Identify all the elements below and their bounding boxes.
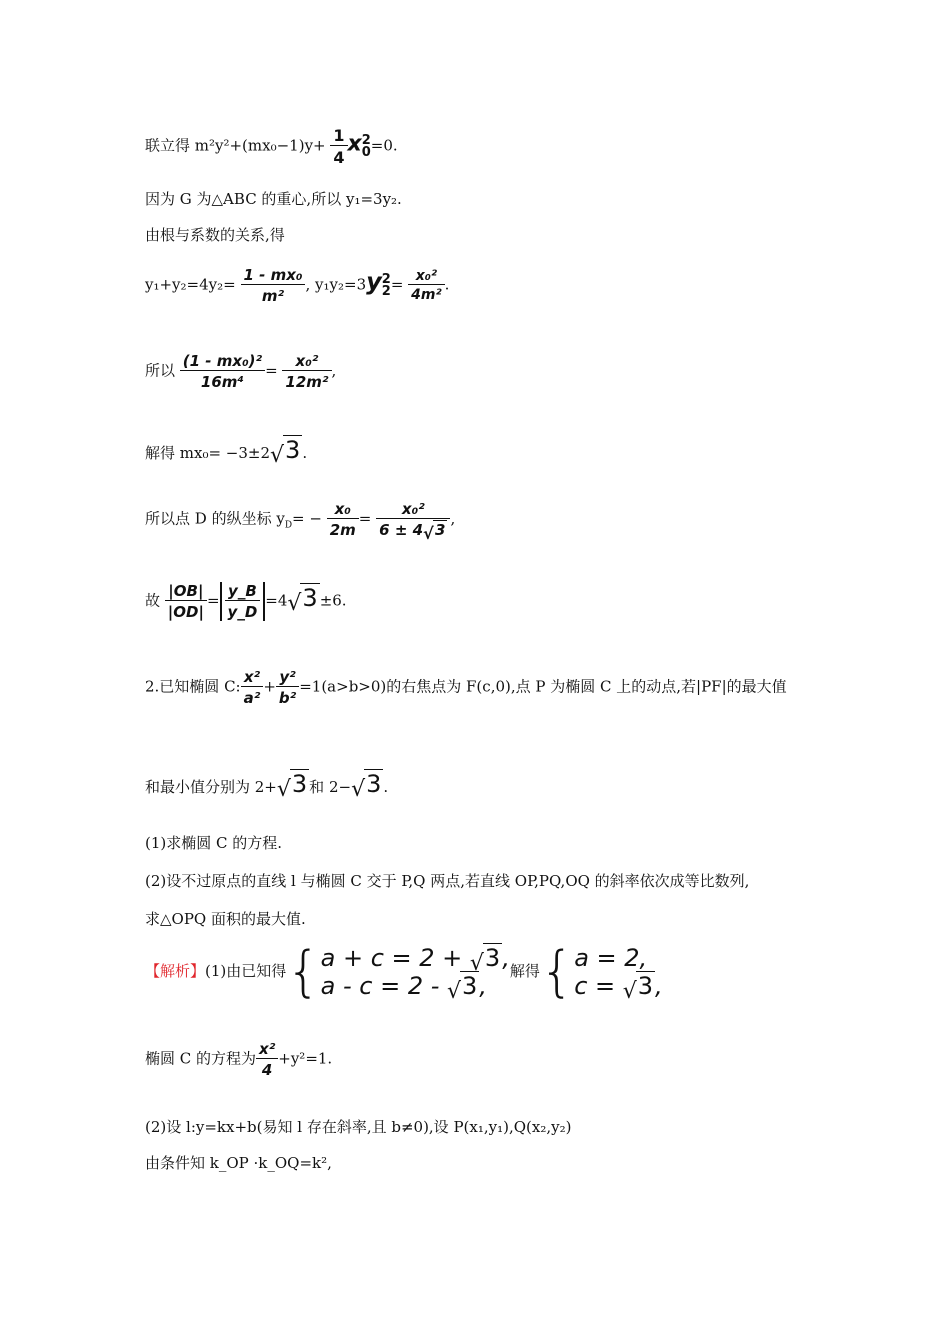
variable: y <box>366 267 382 296</box>
fraction <box>376 500 450 543</box>
equation-row: a - c = 2 - <box>320 972 447 1000</box>
denominator: 16m⁴ <box>180 370 265 391</box>
text: 联立得 m²y²+(mx₀−1)y+ <box>145 136 326 155</box>
text: y₁+y₂=4y₂= <box>145 275 236 294</box>
radicand: 3 <box>302 583 318 612</box>
text: , <box>502 944 510 972</box>
denominator: 4 <box>330 145 347 167</box>
text: (1)由已知得 <box>205 962 287 980</box>
equation-system <box>574 944 663 1004</box>
equation-line-5 <box>145 352 336 391</box>
radicand: 3 <box>637 972 654 1000</box>
radicand: 3 <box>285 436 301 464</box>
sub-question-2: (2)设不过原点的直线 l 与椭圆 C 交于 P,Q 两点,若直线 OP,PQ,OQ 的斜率依次成等比数列, <box>145 872 750 890</box>
denominator: m² <box>241 284 306 305</box>
subscript: 0 <box>361 144 371 160</box>
denominator: 2m <box>327 518 359 539</box>
text: 椭圆 C 的方程为 <box>145 1049 257 1068</box>
fraction <box>408 268 444 303</box>
text: =1(a>b>0)的右焦点为 F(c,0),点 P 为椭圆 C 上的动点,若|PF|的最大值 <box>299 677 787 696</box>
equation-row: c = <box>574 972 623 1000</box>
text: , <box>331 361 337 380</box>
text: 和 2− <box>309 778 352 796</box>
text: . <box>302 444 308 462</box>
text: , <box>479 972 487 1000</box>
text: = <box>390 275 404 294</box>
text: , y₁y₂=3 <box>305 275 367 294</box>
denominator: 12m² <box>282 370 331 391</box>
text: =4 <box>265 591 288 610</box>
denominator <box>376 518 450 543</box>
text: ±6. <box>319 591 347 610</box>
left-brace: { <box>539 940 575 1003</box>
numerator: x₀² <box>295 352 319 370</box>
fraction <box>165 582 207 621</box>
text: + <box>263 677 276 696</box>
equation-row: a + c = 2 + <box>320 944 470 972</box>
equation-line-6 <box>145 436 308 468</box>
solution-line-4: 由条件知 k_OP ·k_OQ=k², <box>145 1154 332 1172</box>
fraction <box>282 352 331 391</box>
text: = <box>206 591 220 610</box>
denominator: y_D <box>225 600 261 621</box>
equation-row: a = 2, <box>574 944 648 972</box>
text: , <box>450 509 456 528</box>
radicand: 3 <box>462 972 478 1000</box>
square-root: √ 3 <box>423 521 446 543</box>
absolute-value <box>220 582 266 621</box>
text-line-2: 因为 G 为△ABC 的重心,所以 y₁=3y₂. <box>145 190 402 208</box>
text: 2.已知椭圆 C: <box>145 677 241 696</box>
subscript: D <box>284 520 293 531</box>
square-root: √ 3 <box>447 972 478 1004</box>
text: 解得 <box>509 962 540 980</box>
script <box>381 271 391 299</box>
fraction <box>256 1040 278 1079</box>
text: 所以点 D 的纵坐标 y <box>145 509 285 528</box>
text: , <box>655 972 663 1000</box>
solution-line-1 <box>145 940 663 1004</box>
solution-line-2 <box>145 1040 332 1079</box>
numerator: 1 - mx₀ <box>243 266 303 284</box>
sub-question-1: (1)求椭圆 C 的方程. <box>145 834 283 852</box>
text: . <box>383 778 389 796</box>
text: 故 <box>145 591 161 610</box>
numerator: y_B <box>228 582 257 600</box>
text: =0. <box>370 136 398 155</box>
numerator: x₀² <box>415 268 438 284</box>
superscript: 2 <box>361 132 371 148</box>
solution-tag: 【解析】 <box>145 962 206 980</box>
numerator: |OB| <box>168 582 204 600</box>
numerator: x² <box>243 668 261 686</box>
denominator: |OD| <box>165 600 207 621</box>
superscript: 2 <box>381 271 391 287</box>
text: 所以 <box>145 361 176 380</box>
denominator: a² <box>241 686 264 707</box>
text: 6 ± 4 <box>379 521 424 539</box>
square-root: √ 3 <box>351 770 382 802</box>
fraction <box>241 266 306 305</box>
numerator: 1 <box>333 126 345 145</box>
equation-system <box>320 944 510 1004</box>
square-root: √ 3 <box>469 944 501 976</box>
square-root: √ 3 <box>276 770 308 802</box>
fraction <box>241 668 264 707</box>
equation-line-7 <box>145 500 456 543</box>
fraction <box>225 582 261 621</box>
equation-line-8 <box>145 582 347 621</box>
radicand: 3 <box>291 770 308 798</box>
radicand: 3 <box>435 521 446 539</box>
radicand: 3 <box>484 944 501 972</box>
fraction <box>180 352 265 391</box>
numerator: x₀ <box>334 500 351 518</box>
problem-2-statement-cont <box>145 770 389 802</box>
text: = <box>265 361 278 380</box>
left-brace: { <box>286 940 321 1003</box>
text: +y²=1. <box>278 1049 333 1068</box>
denominator: 4 <box>256 1058 278 1079</box>
solution-line-3: (2)设 l:y=kx+b(易知 l 存在斜率,且 b≠0),设 P(x₁,y₁),Q(x₂,y₂) <box>145 1118 572 1136</box>
square-root: √ 3 <box>622 972 654 1004</box>
problem-2-statement <box>145 668 787 707</box>
text: 解得 mx₀= −3±2 <box>145 444 271 462</box>
text: = − <box>292 509 322 528</box>
text: . <box>444 275 450 294</box>
text: 和最小值分别为 2+ <box>145 778 277 796</box>
square-root: √ 3 <box>287 583 318 616</box>
variable: x <box>347 131 362 157</box>
fraction <box>276 668 299 707</box>
numerator: x² <box>259 1040 276 1058</box>
denominator: b² <box>276 686 299 707</box>
equation-line-4 <box>145 266 449 305</box>
fraction <box>330 126 347 167</box>
numerator: x₀² <box>401 500 425 518</box>
numerator: (1 - mx₀)² <box>182 352 263 370</box>
radicand: 3 <box>366 770 382 798</box>
numerator: y² <box>279 668 296 686</box>
text-line-3: 由根与系数的关系,得 <box>145 226 285 244</box>
fraction <box>327 500 359 539</box>
text: = <box>358 509 372 528</box>
denominator: 4m² <box>408 284 444 303</box>
square-root: √ 3 <box>270 436 301 468</box>
equation-line-1 <box>145 126 398 167</box>
script <box>361 132 371 160</box>
sub-question-2-cont: 求△OPQ 面积的最大值. <box>145 910 306 928</box>
subscript: 2 <box>381 283 391 299</box>
